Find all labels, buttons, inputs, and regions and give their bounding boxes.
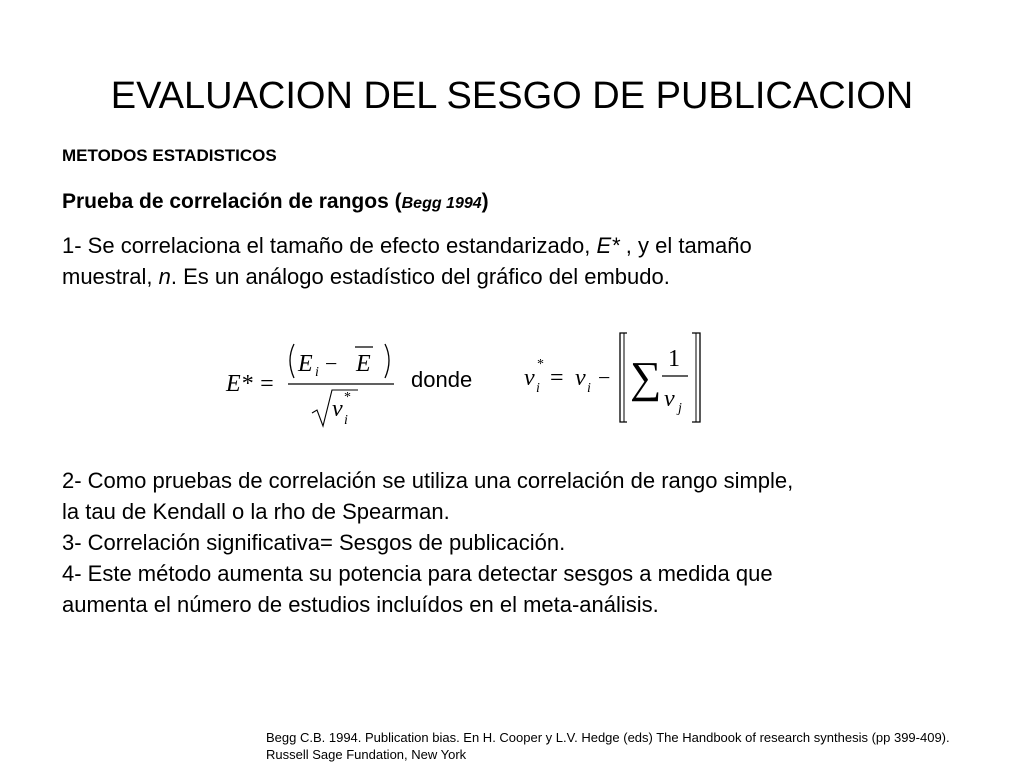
formula-1-lhs: E* = — [226, 371, 275, 397]
item-4-line-2: aumenta el número de estudios incluídos en el meta-análisis. — [62, 592, 659, 617]
heading-text: Prueba de correlación de rangos ( — [62, 190, 402, 213]
formula-2-equals: = — [550, 365, 564, 391]
summation-sigma: ∑ — [630, 353, 662, 402]
denominator-sup-star: * — [344, 390, 351, 405]
formula-2-v-i: v — [575, 365, 586, 391]
formula-2-sub-i-2: i — [587, 381, 591, 396]
item-1-text-d: . Es un análogo estadístico del gráfico del embudo. — [170, 264, 670, 289]
items-2-4-paragraph — [62, 465, 962, 620]
numerator-minus: − — [325, 351, 338, 376]
item-1-var-n: n — [158, 264, 171, 289]
item-1-text-c: muestral, — [62, 264, 159, 289]
item-1-text-b: , y el tamaño — [619, 233, 752, 258]
right-paren — [385, 344, 389, 378]
item-1-var-e-star: E* — [596, 233, 620, 258]
item-2-line-1: 2- Como pruebas de correlación se utiliza una correlación de rango simple, — [62, 468, 794, 493]
formula-2-minus: − — [598, 365, 611, 390]
section-subtitle: METODOS ESTADISTICOS — [62, 146, 277, 165]
item-4-line-1: 4- Este método aumenta su potencia para detectar sesgos a medida que — [62, 561, 773, 586]
heading-close: ) — [481, 190, 489, 213]
item-1-paragraph — [62, 230, 962, 292]
reference-line-2: Russell Sage Fundation, New York — [266, 747, 467, 762]
item-1-text-a: 1- Se correlaciona el tamaño de efecto estandarizado, — [62, 233, 597, 258]
page-title: EVALUACION DEL SESGO DE PUBLICACION — [110, 75, 914, 117]
fraction-v-j: v — [664, 386, 675, 412]
denominator-sub-i: i — [344, 413, 348, 428]
reference-footnote — [266, 729, 950, 763]
formula-2-v: v — [524, 365, 535, 391]
denominator-v: v — [332, 396, 343, 422]
formula-e-star — [222, 338, 402, 428]
fraction-one: 1 — [668, 346, 680, 372]
formula-2-sub-i: i — [536, 381, 540, 396]
fraction-sub-j: j — [678, 401, 682, 416]
item-3-line: 3- Correlación significativa= Sesgos de publicación. — [62, 530, 566, 555]
method-heading — [62, 188, 489, 218]
donde-label: donde — [411, 367, 473, 392]
left-paren — [290, 344, 294, 378]
item-2-line-2: la tau de Kendall o la rho de Spearman. — [62, 499, 450, 524]
reference-line-1: Begg C.B. 1994. Publication bias. En H. Cooper y L.V. Hedge (eds) The Handbook of research synthesis (pp 399-409). — [266, 730, 950, 745]
numerator-sub-i: i — [315, 365, 319, 380]
numerator-e: E — [298, 351, 313, 377]
formula-2-sup-star: * — [537, 357, 544, 372]
numerator-e-bar: E — [356, 351, 371, 377]
formula-v-star — [520, 330, 710, 425]
heading-citation: Begg 1994 — [401, 195, 482, 212]
